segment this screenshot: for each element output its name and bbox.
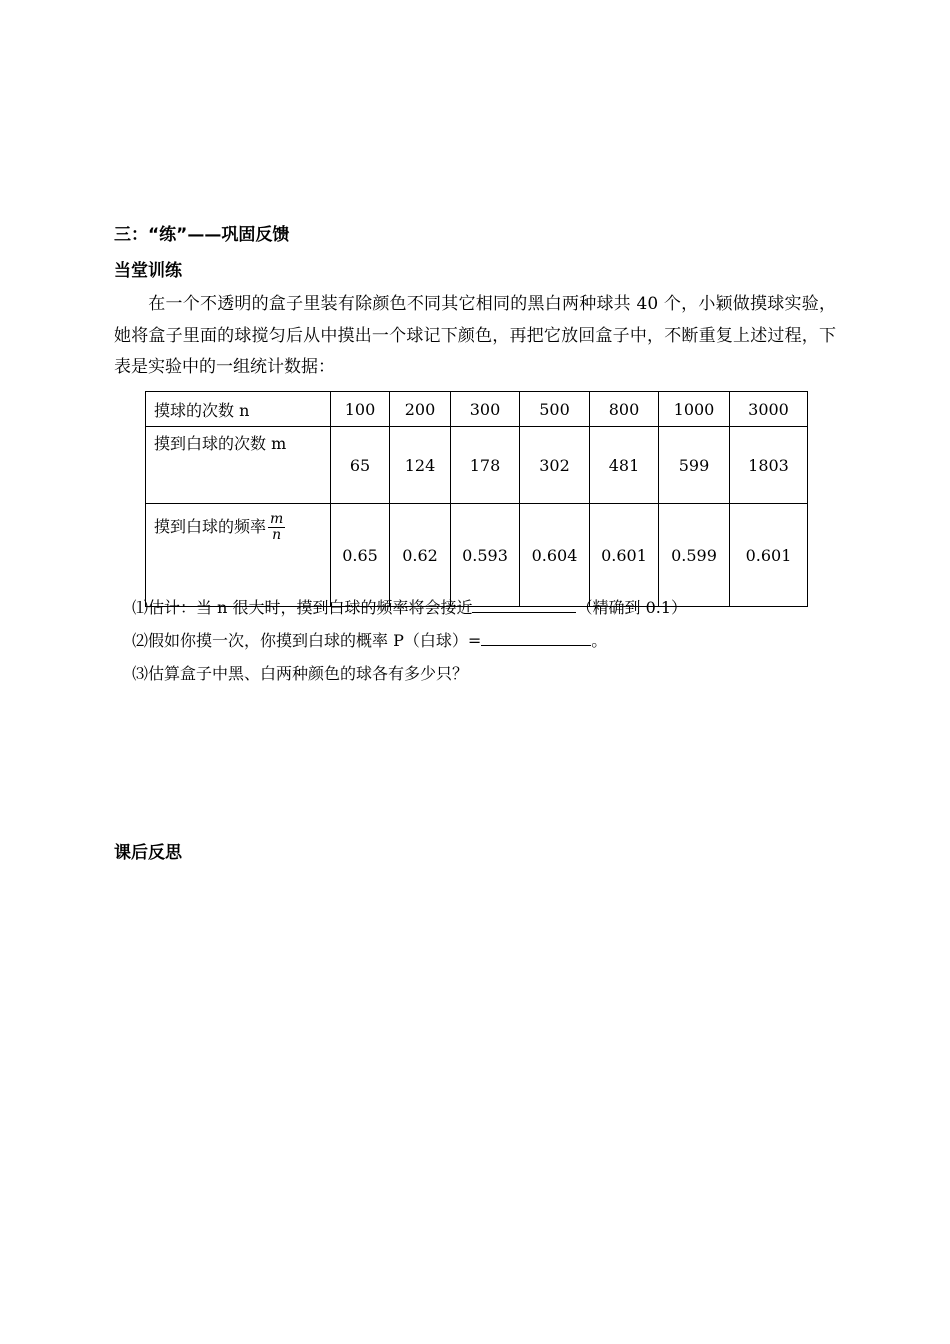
table-row-frequency bbox=[146, 504, 808, 607]
cell-freq-6: 0.599 bbox=[659, 504, 730, 607]
cell-m-3: 178 bbox=[451, 427, 520, 504]
cell-m-7: 1803 bbox=[730, 427, 808, 504]
reflection-title: 课后反思 bbox=[114, 843, 182, 863]
cell-freq-1: 0.65 bbox=[331, 504, 390, 607]
cell-freq-3: 0.593 bbox=[451, 504, 520, 607]
row-label-n: 摸球的次数 n bbox=[146, 392, 331, 427]
cell-freq-7: 0.601 bbox=[730, 504, 808, 607]
cell-n-4: 500 bbox=[520, 392, 590, 427]
row-label-frequency bbox=[146, 504, 331, 607]
table-row-m bbox=[146, 427, 808, 504]
row-label-m: 摸到白球的次数 m bbox=[146, 427, 331, 504]
cell-n-1: 100 bbox=[331, 392, 390, 427]
cell-m-6: 599 bbox=[659, 427, 730, 504]
question-1-text: ⑴估计：当 n 很大时，摸到白球的频率将会接近 bbox=[132, 598, 473, 617]
question-2 bbox=[132, 630, 607, 652]
cell-n-5: 800 bbox=[590, 392, 659, 427]
cell-m-4: 302 bbox=[520, 427, 590, 504]
statistics-table bbox=[145, 391, 808, 607]
cell-freq-4: 0.604 bbox=[520, 504, 590, 607]
cell-n-6: 1000 bbox=[659, 392, 730, 427]
cell-m-5: 481 bbox=[590, 427, 659, 504]
answer-blank-2[interactable] bbox=[481, 631, 591, 646]
question-1 bbox=[132, 597, 687, 619]
frequency-label-text: 摸到白球的频率 bbox=[154, 517, 267, 536]
question-2-suffix: 。 bbox=[591, 631, 608, 650]
cell-m-1: 65 bbox=[331, 427, 390, 504]
answer-blank-1[interactable] bbox=[472, 598, 576, 613]
question-3: ⑶估算盒子中黑、白两种颜色的球各有多少只？ bbox=[132, 664, 469, 683]
fraction-numerator: m bbox=[270, 511, 284, 527]
cell-n-7: 3000 bbox=[730, 392, 808, 427]
question-1-suffix: （精确到 0.1） bbox=[576, 598, 688, 617]
cell-freq-2: 0.62 bbox=[390, 504, 451, 607]
fraction-denominator: n bbox=[272, 527, 282, 543]
cell-n-3: 300 bbox=[451, 392, 520, 427]
question-2-text: ⑵假如你摸一次，你摸到白球的概率 P（白球）= bbox=[132, 631, 482, 650]
table-row-n bbox=[146, 392, 808, 427]
cell-n-2: 200 bbox=[390, 392, 451, 427]
fraction-m-over-n bbox=[268, 512, 285, 543]
section-title: 三：“练”——巩固反馈 bbox=[114, 225, 290, 245]
cell-m-2: 124 bbox=[390, 427, 451, 504]
subsection-title: 当堂训练 bbox=[114, 261, 182, 281]
intro-text: 在一个不透明的盒子里装有除颜色不同其它相同的黑白两种球共 40 个，小颖做摸球实验，她将盒子里面的球搅匀后从中摸出一个球记下颜色，再把它放回盒子中，不断重复上述过程，下表是实验中的一组统计数据： bbox=[114, 294, 836, 377]
intro-paragraph bbox=[114, 289, 836, 384]
cell-freq-5: 0.601 bbox=[590, 504, 659, 607]
